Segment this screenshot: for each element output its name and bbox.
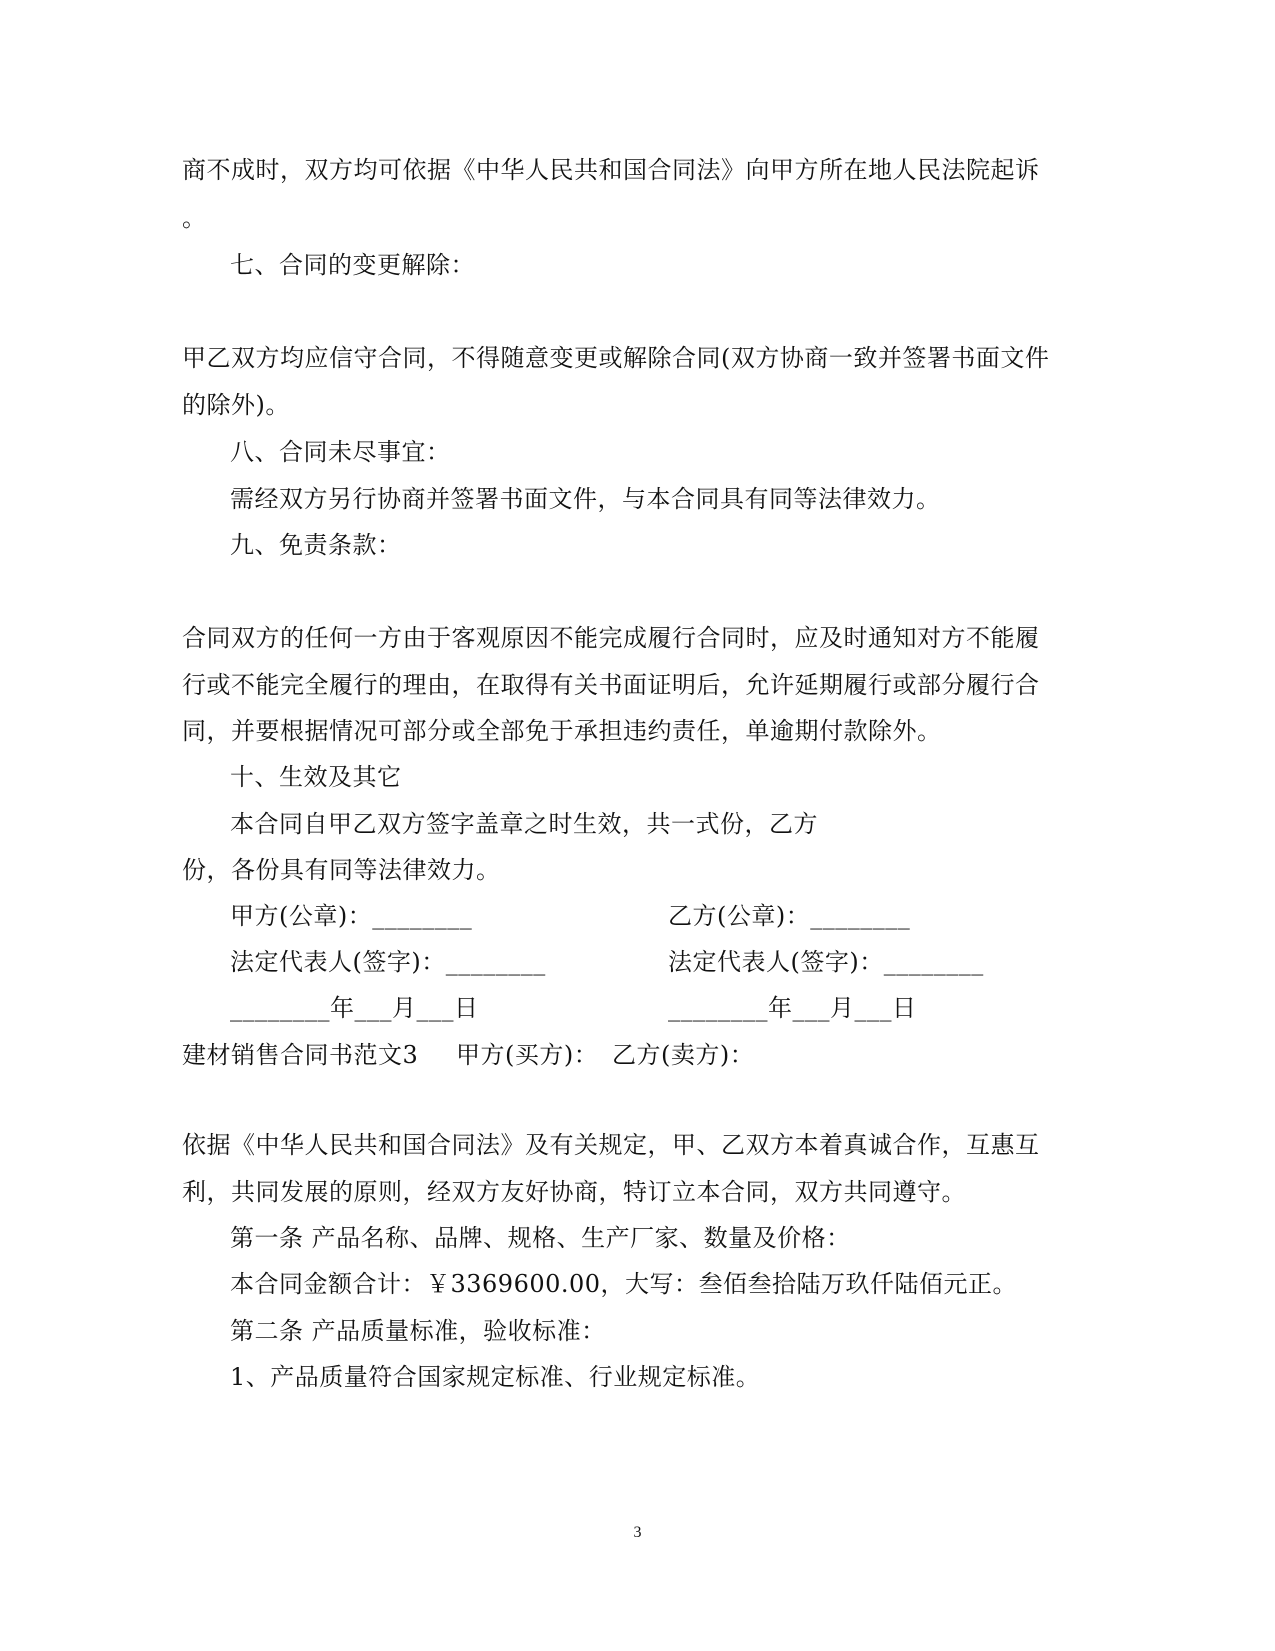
party-b-representative-field: 法定代表人(签字)：________ bbox=[668, 948, 984, 976]
seller-label: 乙方(卖方)： bbox=[612, 1041, 755, 1069]
paragraph-line: 甲乙双方均应信守合同，不得随意变更或解除合同(双方协商一致并签署书面文件 bbox=[182, 344, 1050, 372]
section-heading: 八、合同未尽事宜： bbox=[230, 438, 451, 466]
party-b-seal-field: 乙方(公章)：________ bbox=[668, 902, 911, 930]
page-number: 3 bbox=[633, 1524, 642, 1541]
section-heading: 九、免责条款： bbox=[230, 531, 402, 559]
party-a-representative-field: 法定代表人(签字)：________ bbox=[230, 948, 546, 976]
party-b-date-field: ________年___月___日 bbox=[668, 994, 917, 1022]
paragraph-line: 行或不能完全履行的理由，在取得有关书面证明后，允许延期履行或部分履行合 bbox=[182, 671, 1040, 699]
party-a-date-field: ________年___月___日 bbox=[230, 994, 479, 1022]
paragraph-line: 利，共同发展的原则，经双方友好协商，特订立本合同，双方共同遵守。 bbox=[182, 1178, 966, 1206]
article-heading: 第一条 产品名称、品牌、规格、生产厂家、数量及价格： bbox=[230, 1224, 851, 1252]
paragraph-line: 1、产品质量符合国家规定标准、行业规定标准。 bbox=[230, 1363, 761, 1391]
paragraph-line: 同，并要根据情况可部分或全部免于承担违约责任，单逾期付款除外。 bbox=[182, 717, 942, 745]
paragraph-line: 本合同自甲乙双方签字盖章之时生效，共一式份，乙方 bbox=[230, 810, 818, 838]
article-heading: 第二条 产品质量标准，验收标准： bbox=[230, 1317, 606, 1345]
contract-amount-line: 本合同金额合计：￥3369600.00，大写：叁佰叁拾陆万玖仟陆佰元正。 bbox=[230, 1270, 1018, 1298]
paragraph-line: 份，各份具有同等法律效力。 bbox=[182, 856, 501, 884]
contract-title: 建材销售合同书范文3 bbox=[182, 1041, 419, 1069]
paragraph-line: 合同双方的任何一方由于客观原因不能完成履行合同时，应及时通知对方不能履 bbox=[182, 624, 1040, 652]
section-heading: 七、合同的变更解除： bbox=[230, 251, 475, 279]
party-a-seal-field: 甲方(公章)：________ bbox=[230, 902, 473, 930]
paragraph-line: 依据《中华人民共和国合同法》及有关规定，甲、乙双方本着真诚合作，互惠互 bbox=[182, 1131, 1040, 1159]
buyer-label: 甲方(买方)： bbox=[456, 1041, 599, 1069]
section-heading: 十、生效及其它 bbox=[230, 763, 402, 791]
paragraph-line: 需经双方另行协商并签署书面文件，与本合同具有同等法律效力。 bbox=[230, 485, 941, 513]
paragraph-line: 的除外)。 bbox=[182, 391, 290, 419]
paragraph-line: 商不成时，双方均可依据《中华人民共和国合同法》向甲方所在地人民法院起诉 bbox=[182, 156, 1040, 184]
paragraph-line: 。 bbox=[182, 204, 207, 232]
